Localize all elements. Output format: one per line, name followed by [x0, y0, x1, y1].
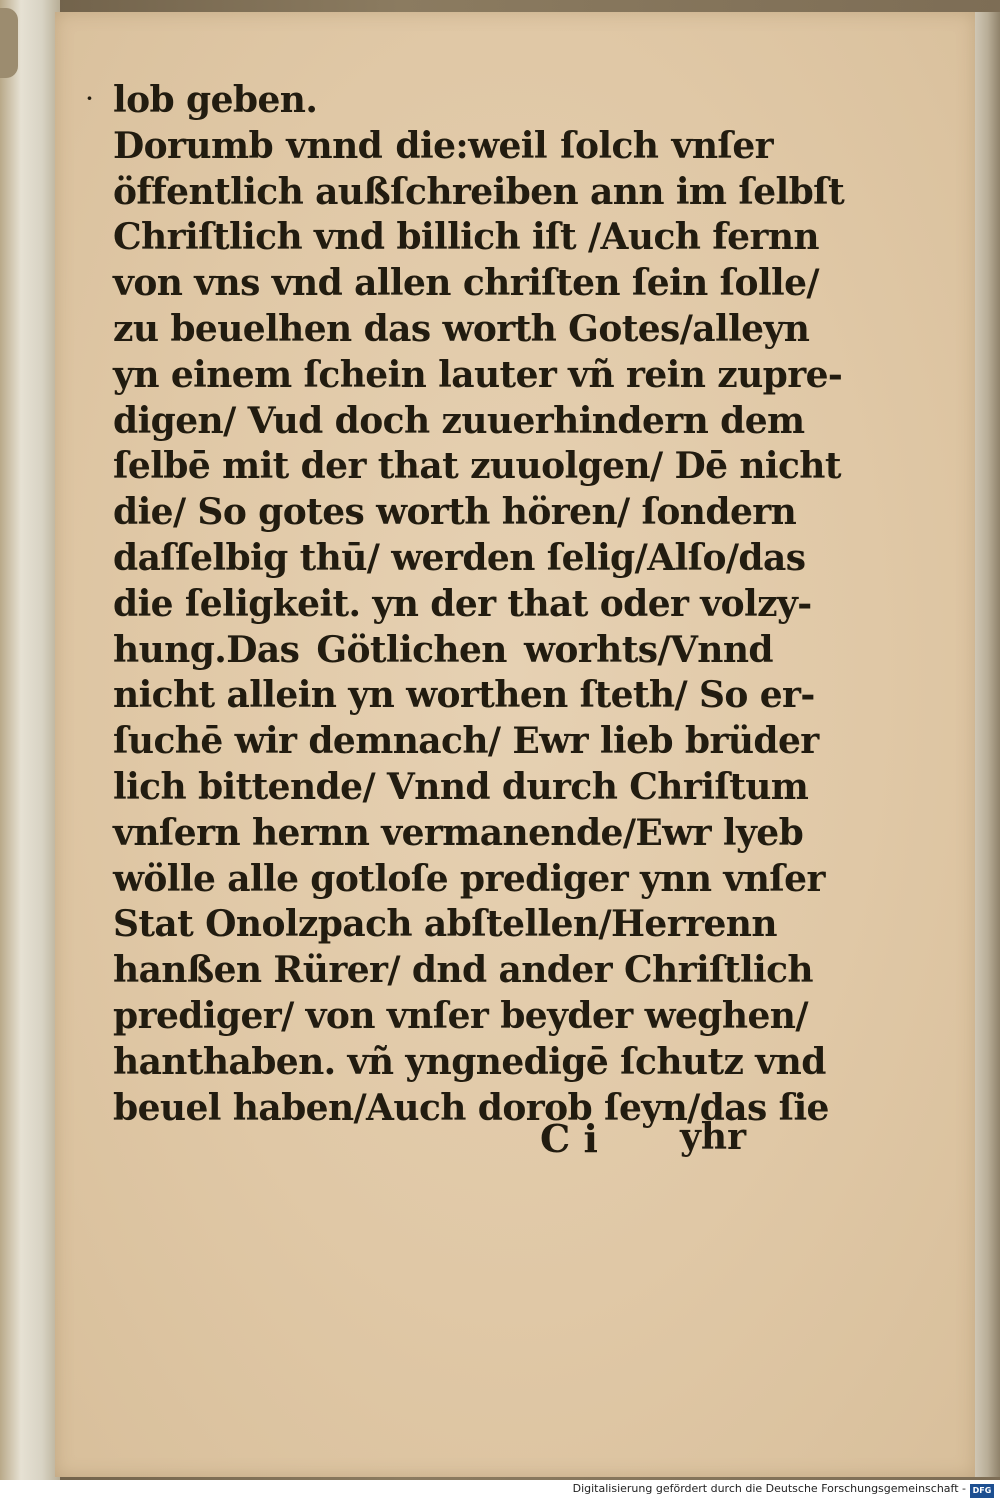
text-line: die ſeligkeit. yn der that oder volzy-	[113, 582, 812, 625]
catchword: yhr	[680, 1116, 747, 1158]
dfg-logo-icon: DFG	[970, 1484, 994, 1498]
text-line: wölle alle gotloſe prediger ynn vnſer	[113, 857, 825, 900]
text-line: von vns vnd allen chriſten ſein ſolle/	[113, 262, 819, 305]
signature-mark: C i	[540, 1116, 598, 1161]
text-line: Stat Onolzpach abſtellen/Herrenn	[113, 903, 777, 946]
text-line: hanthaben. vñ yngnedigē ſchutz vnd	[113, 1040, 826, 1083]
text-line: die/ So gotes worth hören/ ſondern	[113, 491, 797, 534]
text-line: lob geben.	[113, 79, 318, 121]
spine-tab	[0, 8, 18, 78]
text-line: Chriſtlich vnd billich iſt /Auch fernn	[113, 216, 819, 259]
text-line: ſuchē wir demnach/ Ewr lieb brüder	[113, 720, 819, 763]
text-line: digen/ Vud doch zuuerhindern dem	[113, 399, 805, 442]
text-line: öffentlich außſchreiben ann im ſelbſt	[113, 170, 845, 213]
text-line: hanßen Rürer/ dnd ander Chriſtlich	[113, 949, 814, 992]
text-line: beuel haben/Auch dorob ſeyn/das ſie	[113, 1086, 829, 1129]
text-line: lich bittende/ Vnnd durch Chriſtum	[113, 765, 809, 808]
digitization-credit: Digitalisierung gefördert durch die Deutsche Forschungsgemeinschaft -	[572, 1482, 966, 1495]
text-line: nicht allein yn worthen ſteth/ So er-	[113, 674, 815, 717]
text-line: prediger/ von vnſer beyder weghen/	[113, 994, 808, 1037]
text-line: vnſern hernn vermanende/Ewr lyeb	[113, 811, 804, 854]
text-line: hung.Das Götlichen worhts/Vnnd	[113, 628, 773, 671]
text-line: yn einem ſchein lauter vñ rein zupre-	[113, 353, 843, 396]
book-spine	[0, 0, 60, 1480]
text-line: zu beuelhen das worth Gotes/alleyn	[113, 307, 810, 350]
page-edge	[975, 12, 1000, 1477]
text-line: daſſelbig thū/ werden ſelig/Alſo/das	[113, 536, 806, 579]
text-line: Dorumb vnnd die:weil ſolch vnſer	[113, 124, 773, 167]
text-line: ſelbē mit der that zuuolgen/ Dē nicht	[113, 445, 841, 488]
body-text	[113, 78, 845, 1131]
margin-mark: ·	[86, 86, 93, 110]
